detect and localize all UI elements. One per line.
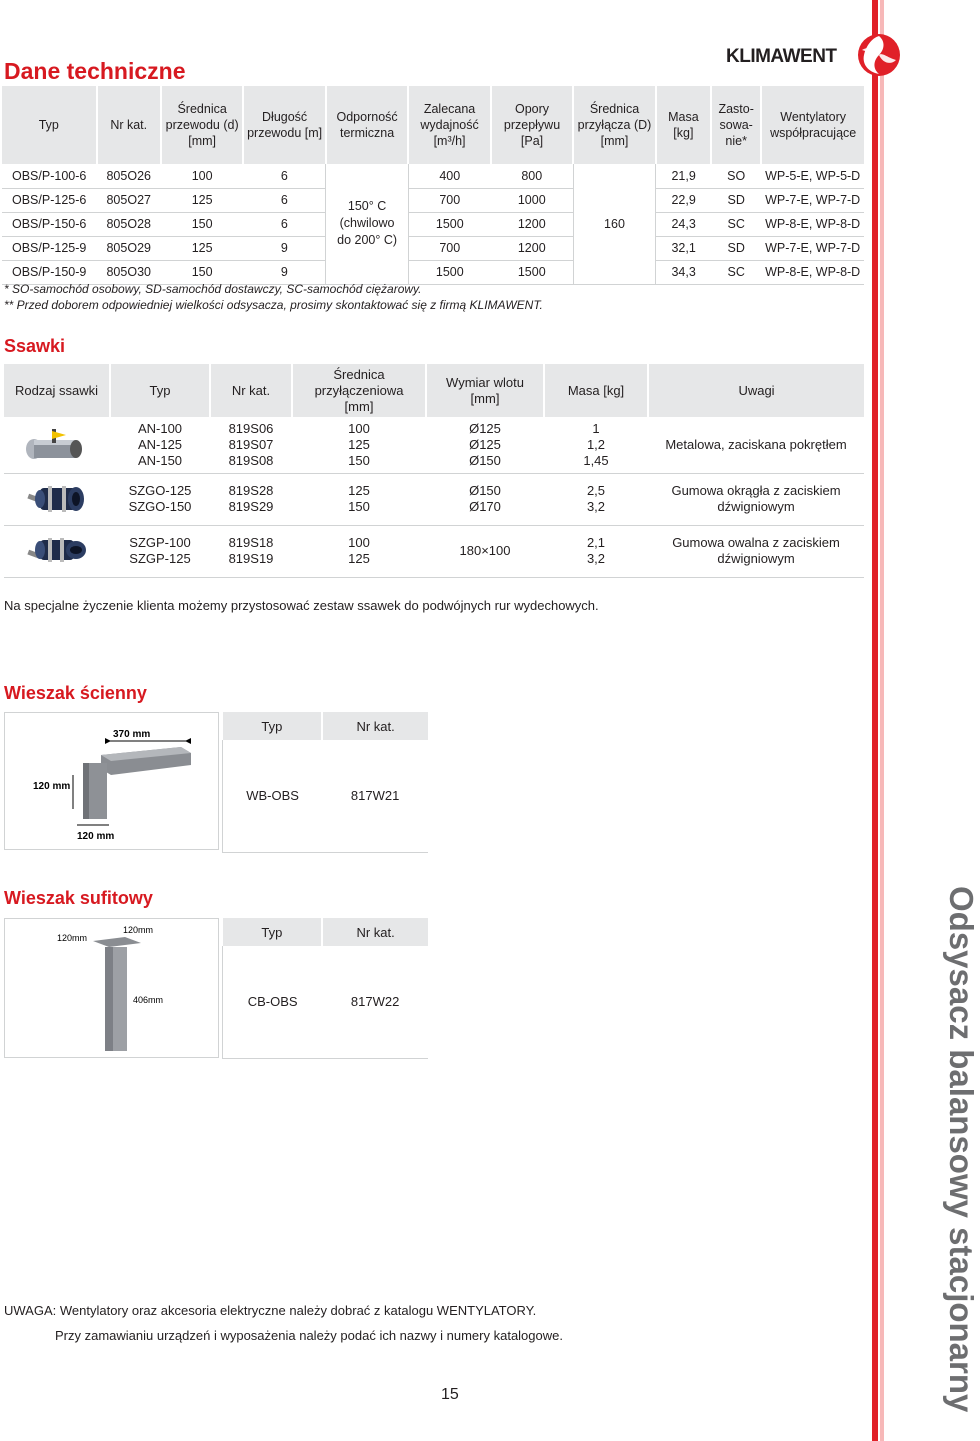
warning-fans: UWAGA: Wentylatory oraz akcesoria elektryczne należy dobrać z katalogu WENTYLATORY. [4,1303,537,1318]
cell-mass: 22,9 [656,188,711,212]
cell-capacity: 1500 [408,260,490,284]
cell-length: 6 [243,164,325,188]
nozzle-mass: 2,1 3,2 [544,525,648,577]
col-ceiling-typ: Typ [223,918,323,946]
dim-plate-depth: 120mm [123,925,154,935]
col-wall-typ: Typ [223,712,323,740]
dim-plate-width: 120mm [57,933,88,943]
wall-code: 817W21 [322,740,428,852]
nozzle-inlet: 180×100 [426,525,544,577]
col-nozzle-inlet: Wymiar wlotu [mm] [426,364,544,417]
wall-type: WB-OBS [223,740,323,852]
oval-rubber-nozzle-icon [22,528,92,570]
col-typ: Typ [2,86,97,164]
cell-diam: 125 [161,236,243,260]
wall-table [222,712,428,853]
tech-table [2,86,864,285]
metal-nozzle-icon [22,423,92,463]
cell-resistance: 1200 [491,212,573,236]
col-nozzle-diam: Średnica przyłączeniowa [mm] [292,364,426,417]
side-title: Odsysacz balansowy stacjonarny [943,886,980,1413]
table-row [4,417,864,473]
klimawent-logo [726,30,906,80]
nozzles-table [4,364,864,578]
cell-diam: 150 [161,212,243,236]
logo-swirl-icon [856,32,902,78]
cell-thermal: 150° C (chwilowo do 200° C) [326,164,408,284]
cell-usage: SC [711,260,761,284]
table-row [4,473,864,525]
cell-mass: 24,3 [656,212,711,236]
cell-typ: OBS/P-150-9 [2,260,97,284]
page-number: 15 [441,1386,459,1403]
cell-length: 6 [243,212,325,236]
cell-mass: 21,9 [656,164,711,188]
cell-fans: WP-8-E, WP-8-D [761,212,864,236]
nozzle-inlet: Ø125 Ø125 Ø150 [426,417,544,473]
wall-bracket-image [4,712,219,850]
ceiling-bracket-image [4,918,219,1058]
cell-fans: WP-5-E, WP-5-D [761,164,864,188]
nozzle-note: Gumowa owalna z zaciskiem dźwigniowym [648,525,864,577]
cell-diam: 100 [161,164,243,188]
col-nozzle-mass: Masa [kg] [544,364,648,417]
dim-height: 120 mm [33,781,71,792]
cell-capacity: 700 [408,188,490,212]
cell-nr: 805O28 [97,212,161,236]
nozzle-image-an [4,417,110,473]
cell-typ: OBS/P-150-6 [2,212,97,236]
ceiling-table [222,918,428,1059]
nozzles-title: Ssawki [4,336,66,356]
cell-diam: 150 [161,260,243,284]
cell-connector: 160 [573,164,655,284]
nozzle-inlet: Ø150 Ø170 [426,473,544,525]
round-rubber-nozzle-icon [22,476,92,518]
col-length: Długość przewodu [m] [243,86,325,164]
cell-capacity: 1500 [408,212,490,236]
brand-name: KLIMAWENT [726,46,837,67]
cell-nr: 805O29 [97,236,161,260]
nozzle-types: AN-100 AN-125 AN-150 [110,417,210,473]
nozzle-mass: 2,5 3,2 [544,473,648,525]
col-diameter: Średnica przewodu (d) [mm] [161,86,243,164]
cell-length: 9 [243,260,325,284]
nozzle-diam: 100 125 150 [292,417,426,473]
nozzle-types: SZGO-125 SZGO-150 [110,473,210,525]
cell-length: 9 [243,236,325,260]
col-thermal: Odporność termiczna [326,86,408,164]
ceiling-title: Wieszak sufitowy [4,888,153,908]
table-row [4,525,864,577]
cell-typ: OBS/P-100-6 [2,164,97,188]
wall-title: Wieszak ścienny [4,683,147,703]
col-nozzle-notes: Uwagi [648,364,864,417]
warning-order: Przy zamawianiu urządzeń i wyposażenia należy podać ich nazwy i numery katalogowe. [55,1328,563,1343]
ceiling-type: CB-OBS [223,946,323,1058]
cell-nr: 805O27 [97,188,161,212]
table-row [2,236,864,260]
cell-length: 6 [243,188,325,212]
footnote-usage: * SO-samochód osobowy, SD-samochód dostawczy, SC-samochód ciężarowy. [4,282,422,296]
col-ceiling-nr: Nr kat. [322,918,428,946]
ceiling-bracket-icon [5,919,218,1057]
col-nozzle-type: Typ [110,364,210,417]
nozzle-types: SZGP-100 SZGP-125 [110,525,210,577]
table-row [2,188,864,212]
dim-length: 406mm [133,995,164,1005]
nozzle-diam: 100 125 [292,525,426,577]
cell-nr: 805O26 [97,164,161,188]
nozzle-image-szgp [4,525,110,577]
nozzle-mass: 1 1,2 1,45 [544,417,648,473]
col-connector: Średnica przyłącza (D) [mm] [573,86,655,164]
cell-usage: SC [711,212,761,236]
nozzle-image-szgo [4,473,110,525]
table-row [223,946,429,1058]
nozzles-footnote: Na specjalne życzenie klienta możemy przystosować zestaw ssawek do podwójnych rur wydechowych. [4,598,599,613]
tech-title: Dane techniczne [4,58,186,84]
col-capacity: Zalecana wydajność [m³/h] [408,86,490,164]
col-nozzle-kind: Rodzaj ssawki [4,364,110,417]
cell-mass: 34,3 [656,260,711,284]
table-row [2,164,864,188]
ceiling-code: 817W22 [322,946,428,1058]
nozzle-note: Gumowa okrągła z zaciskiem dźwigniowym [648,473,864,525]
footnote-contact: ** Przed doborem odpowiedniej wielkości odsysacza, prosimy skontaktować się z firmą KLIMAWENT. [4,298,543,312]
cell-usage: SO [711,164,761,188]
col-nozzle-nr: Nr kat. [210,364,292,417]
cell-resistance: 1200 [491,236,573,260]
cell-capacity: 400 [408,164,490,188]
col-mass: Masa [kg] [656,86,711,164]
col-fans: Wentylatory współpracujące [761,86,864,164]
dim-width: 370 mm [113,729,151,740]
cell-resistance: 1000 [491,188,573,212]
nozzle-codes: 819S18 819S19 [210,525,292,577]
cell-fans: WP-7-E, WP-7-D [761,236,864,260]
table-row [2,260,864,284]
table-row [2,212,864,236]
table-row [223,740,429,852]
wall-bracket-icon [5,713,218,849]
cell-capacity: 700 [408,236,490,260]
cell-usage: SD [711,236,761,260]
col-resistance: Opory przepływu [Pa] [491,86,573,164]
cell-resistance: 1500 [491,260,573,284]
cell-fans: WP-7-E, WP-7-D [761,188,864,212]
cell-typ: OBS/P-125-6 [2,188,97,212]
nozzle-note: Metalowa, zaciskana pokrętłem [648,417,864,473]
col-usage: Zasto-sowa-nie* [711,86,761,164]
dim-depth: 120 mm [77,831,115,842]
nozzle-codes: 819S28 819S29 [210,473,292,525]
cell-nr: 805O30 [97,260,161,284]
cell-fans: WP-8-E, WP-8-D [761,260,864,284]
cell-resistance: 800 [491,164,573,188]
col-nr-kat: Nr kat. [97,86,161,164]
cell-mass: 32,1 [656,236,711,260]
cell-typ: OBS/P-125-9 [2,236,97,260]
cell-diam: 125 [161,188,243,212]
nozzle-diam: 125 150 [292,473,426,525]
nozzle-codes: 819S06 819S07 819S08 [210,417,292,473]
cell-usage: SD [711,188,761,212]
col-wall-nr: Nr kat. [322,712,428,740]
